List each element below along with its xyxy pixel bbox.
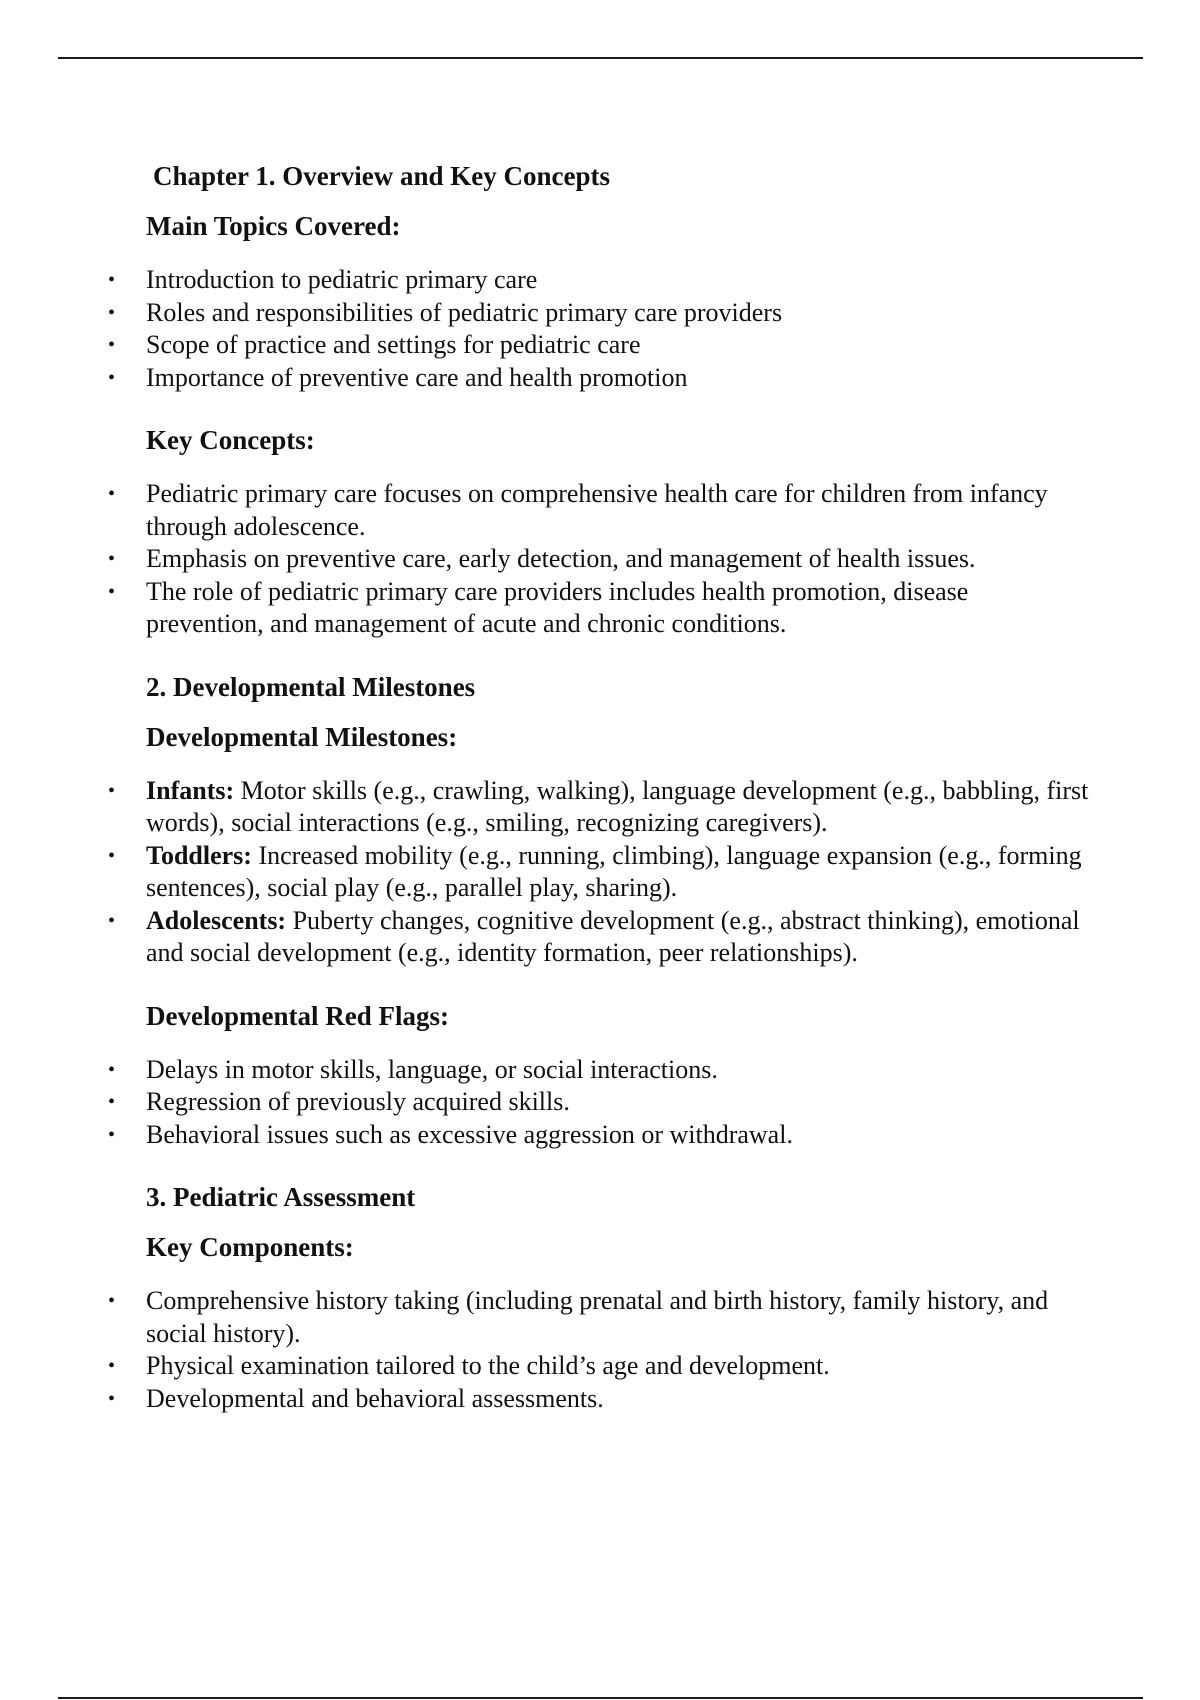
key-components-list [0, 1285, 1200, 1415]
milestone-lead-infants: Infants: [146, 775, 235, 805]
list-item [0, 775, 1200, 840]
list-item [0, 329, 1200, 362]
list-item-text: The role of pediatric primary care providers includes health promotion, disease prevention, and management of acute and chronic conditions. [146, 576, 969, 638]
list-item [0, 1350, 1200, 1383]
list-item [0, 1086, 1200, 1119]
list-item [0, 1285, 1200, 1350]
list-item-text: Increased mobility (e.g., running, climbing), language expansion (e.g., forming sentences), social play (e.g., parallel play, sharing). [146, 840, 1082, 902]
key-concepts-list [0, 478, 1200, 641]
key-components-heading: Key Components: [146, 1232, 354, 1262]
list-item [0, 362, 1200, 395]
section-2-title: 2. Developmental Milestones [146, 671, 476, 702]
main-topics-heading: Main Topics Covered: [146, 211, 401, 241]
list-item-text: Delays in motor skills, language, or social interactions. [146, 1054, 718, 1084]
list-item-text: Regression of previously acquired skills. [146, 1087, 570, 1116]
bullet-icon: • [108, 301, 116, 324]
bullet-icon: • [108, 580, 116, 603]
list-item [0, 478, 1200, 543]
bullet-icon: • [108, 548, 116, 570]
list-item [0, 543, 1200, 576]
list-item-text: Scope of practice and settings for pediatric care [146, 330, 641, 359]
bullet-icon: • [108, 1091, 116, 1113]
bottom-rule [58, 1697, 1143, 1699]
list-item-text: Physical examination tailored to the child’s age and development. [146, 1351, 830, 1380]
list-item-text: Pediatric primary care focuses on comprehensive health care for children from infancy through adolescence. [146, 479, 1048, 541]
list-item-text: Comprehensive history taking (including prenatal and birth history, family history, and social history). [146, 1286, 1049, 1348]
bullet-icon: • [108, 1058, 116, 1081]
document-body [0, 160, 1200, 1415]
list-item-text: Introduction to pediatric primary care [146, 265, 538, 294]
bullet-icon: • [108, 334, 116, 356]
bullet-icon: • [108, 1355, 116, 1377]
milestones-heading: Developmental Milestones: [146, 721, 458, 752]
bullet-icon: • [108, 1290, 116, 1312]
list-item [0, 1119, 1200, 1152]
section-3-title: 3. Pediatric Assessment [146, 1182, 416, 1212]
list-item-text: Emphasis on preventive care, early detection, and management of health issues. [146, 544, 976, 573]
milestone-lead-toddlers: Toddlers: [146, 840, 252, 870]
bullet-icon: • [108, 779, 116, 802]
list-item-text: Importance of preventive care and health promotion [146, 362, 688, 392]
milestone-lead-adolescents: Adolescents: [146, 905, 287, 935]
list-item-text: Behavioral issues such as excessive aggression or withdrawal. [146, 1119, 793, 1149]
list-item-text: Puberty changes, cognitive development (e.g., abstract thinking), emotional and social development (e.g., identity formation, peer relationships). [146, 905, 1080, 967]
bullet-icon: • [108, 1387, 116, 1410]
list-item [0, 297, 1200, 330]
list-item [0, 1383, 1200, 1416]
milestones-list [0, 775, 1200, 970]
list-item [0, 576, 1200, 641]
bullet-icon: • [108, 1123, 116, 1146]
list-item [0, 905, 1200, 970]
bullet-icon: • [108, 844, 116, 867]
top-rule [58, 57, 1143, 59]
key-concepts-heading: Key Concepts: [146, 425, 315, 455]
list-item [0, 840, 1200, 905]
list-item-text: Developmental and behavioral assessments. [146, 1383, 604, 1413]
list-item-text: Motor skills (e.g., crawling, walking), language development (e.g., babbling, first words), social interactions (e.g., smiling, recognizing caregivers). [146, 775, 1089, 837]
list-item-text: Roles and responsibilities of pediatric primary care providers [146, 297, 783, 327]
red-flags-list [0, 1054, 1200, 1152]
chapter-title: Chapter 1. Overview and Key Concepts [153, 161, 610, 191]
main-topics-list [0, 264, 1200, 394]
list-item [0, 264, 1200, 297]
bullet-icon: • [108, 269, 116, 291]
red-flags-heading: Developmental Red Flags: [146, 1000, 449, 1031]
list-item [0, 1054, 1200, 1087]
bullet-icon: • [108, 366, 116, 389]
bullet-icon: • [108, 483, 116, 505]
bullet-icon: • [108, 909, 116, 932]
